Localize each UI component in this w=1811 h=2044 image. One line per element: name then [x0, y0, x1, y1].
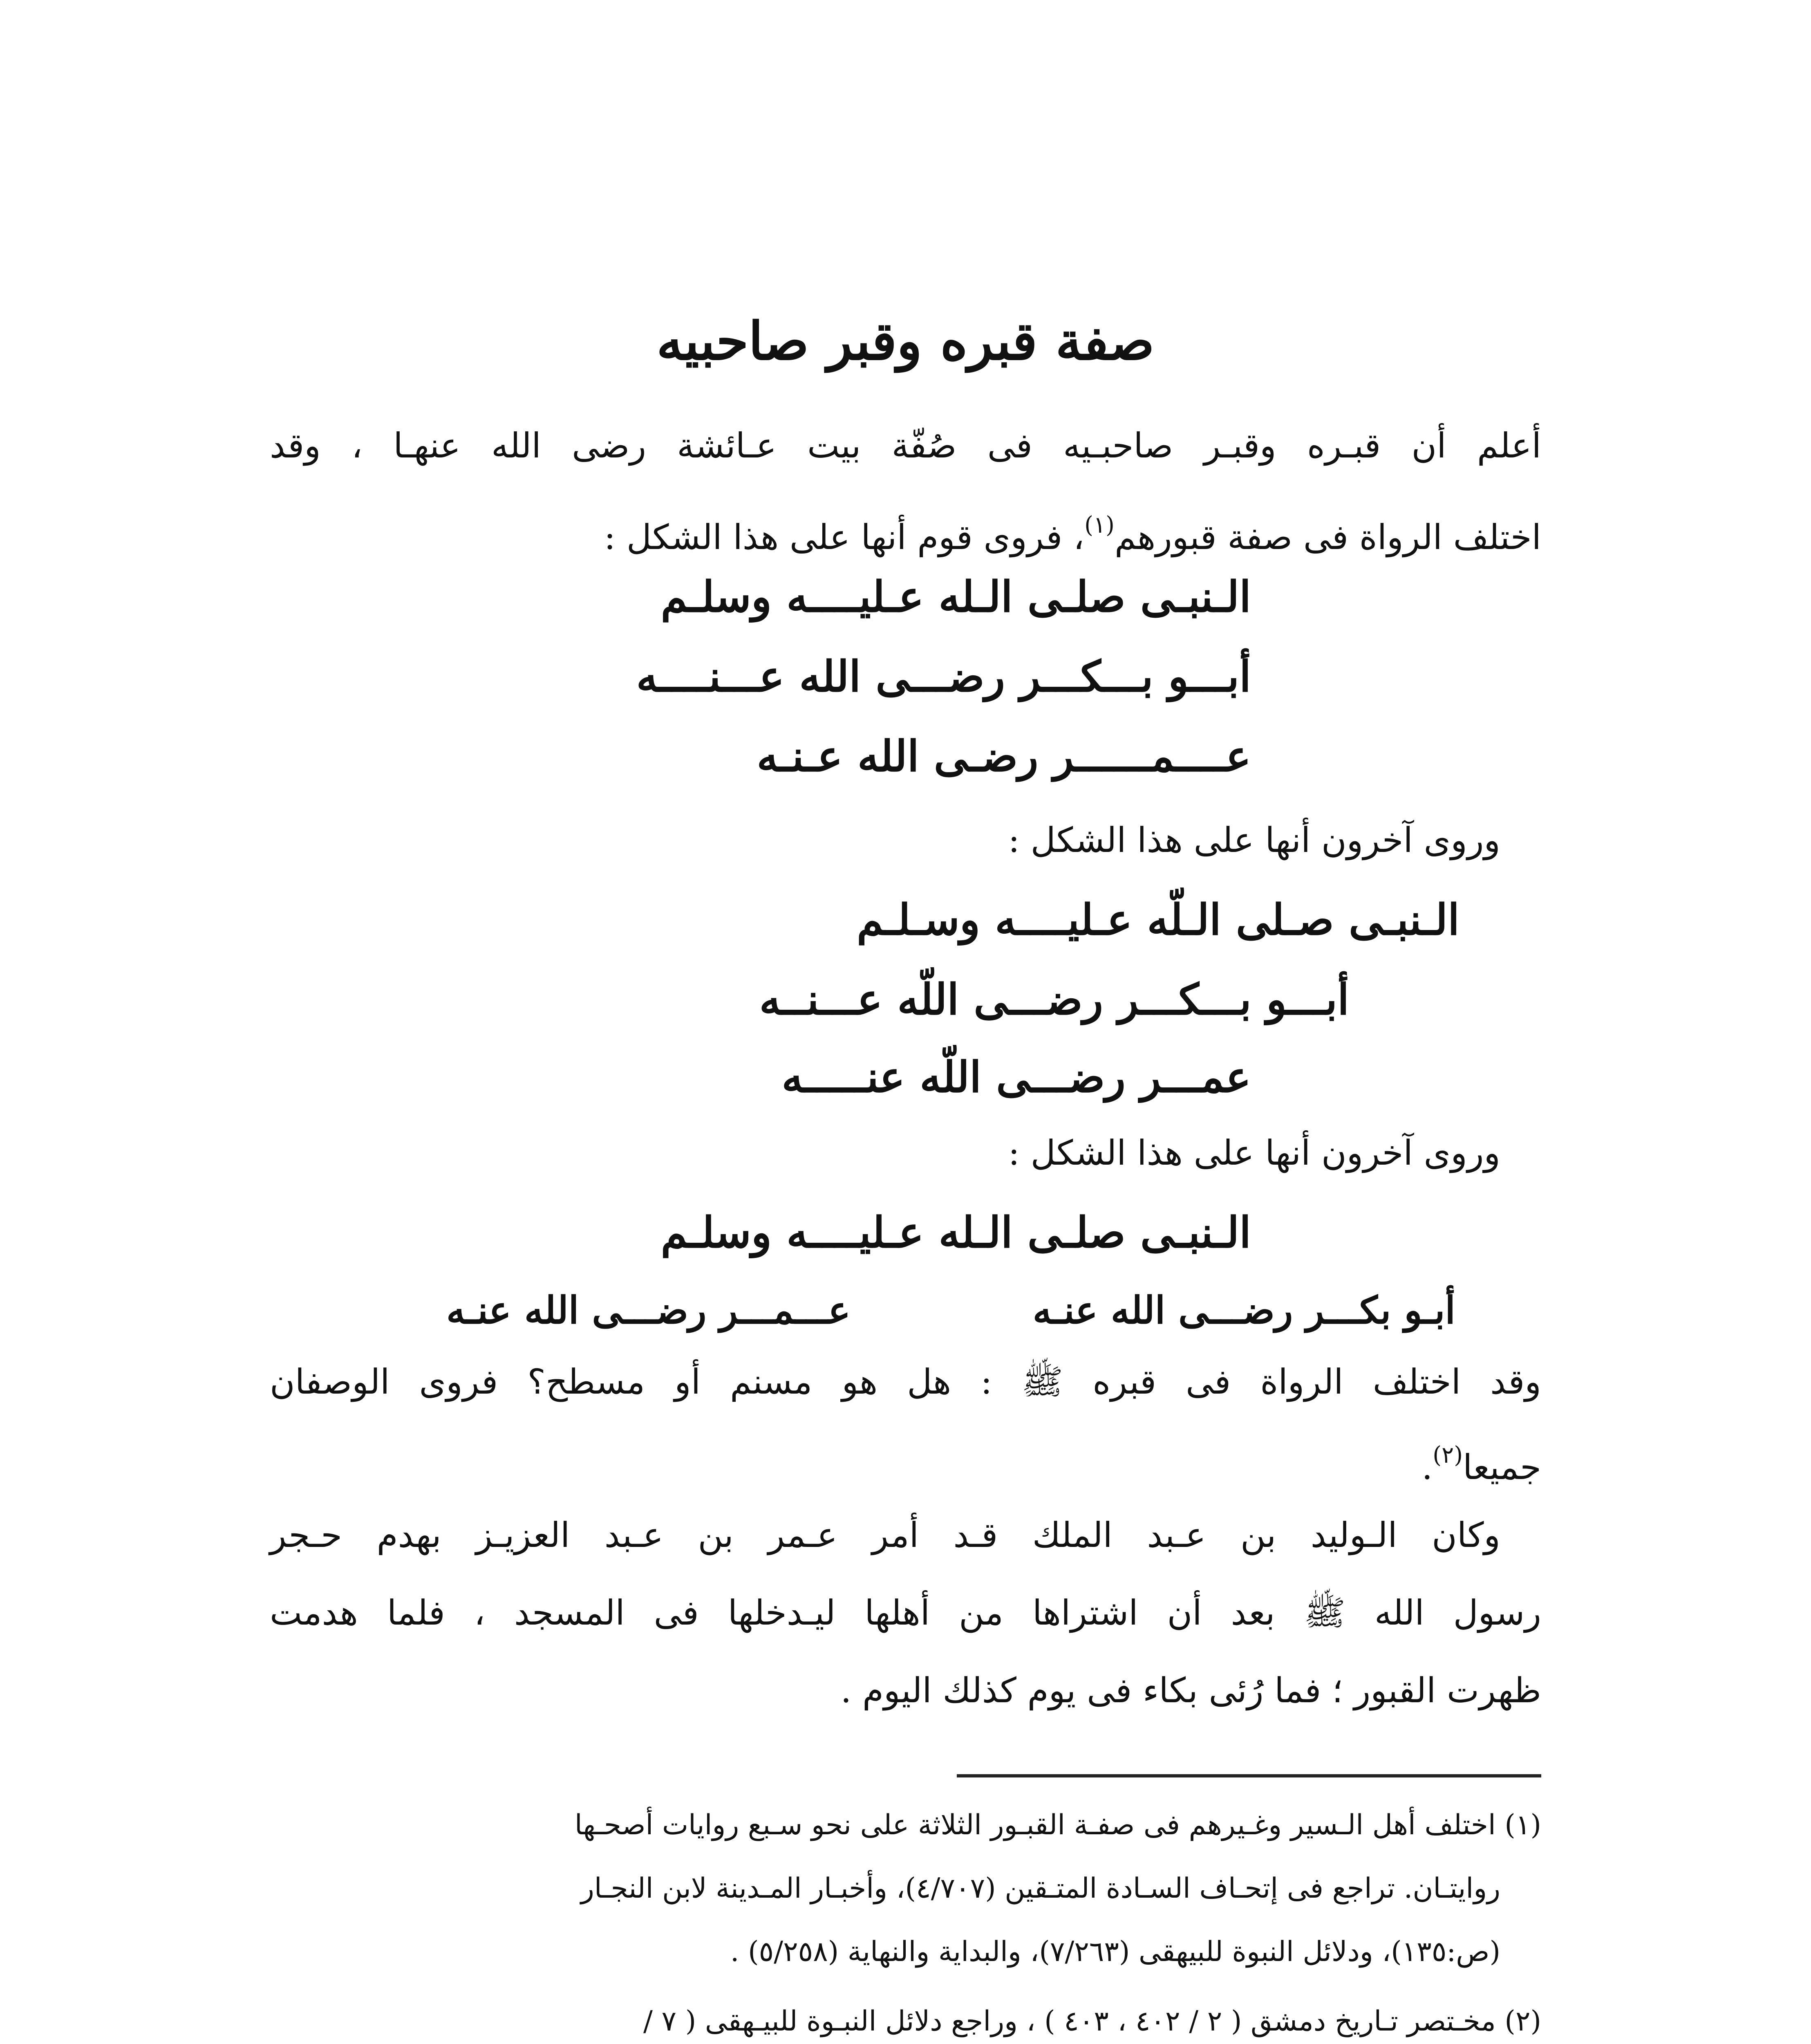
layout2-row-abubakr: أبـــو بـــكـــر رضـــى اللّه عـــنــه — [759, 974, 1349, 1024]
walid-paragraph-line-2: رسول الله ﷺ بعد أن اشتراها من أهلها ليـدخلها فى المسجد ، فلما هدمت — [270, 1593, 1541, 1633]
layout3-umar: عـــمـــر رضـــى الله عنـه — [446, 1288, 851, 1332]
footnote-1-line-3: (ص:١٣٥)، ودلائل النبوة للبيهقى (٧/٢٦٣)، والبداية والنهاية (٥/٢٥٨) . — [730, 1936, 1500, 1968]
layout2-row-umar: عمـــر رضـــى اللّه عنـــــه — [781, 1052, 1251, 1102]
footnote-divider — [957, 1774, 1541, 1777]
intro-2: وروى آخرون أنها على هذا الشكل : — [1008, 820, 1500, 860]
shape-paragraph-line-1: وقد اختلف الرواة فى قبره ﷺ : هل هو مسنم أو مسطح؟ فروى الوصفان — [270, 1362, 1541, 1402]
intro-line-1: أعلم أن قبـره وقبـر صاحبـيه فى صُفّة بيت عـائشة رضى الله عنهـا ، وقد — [270, 426, 1541, 466]
footnote-1-line-2: روايتـان. تراجع فى إتحـاف السـادة المتـقين (٤/٧٠٧)، وأخبـار المـدينة لابن النجـار — [580, 1872, 1500, 1905]
walid-paragraph-line-1: وكان الـوليد بن عـبد الملك قـد أمر عـمر بن عـبد العزيـز بهدم حـجر — [270, 1515, 1500, 1555]
walid-paragraph-line-3: ظهرت القبور ؛ فما رُئى بكاء فى يوم كذلك اليوم . — [840, 1670, 1541, 1710]
page-title: صفة قبره وقبر صاحبيه — [656, 311, 1155, 372]
intro-line-2-text: اختلف الرواة فى صفة قبورهم — [1114, 517, 1541, 557]
shape-paragraph-line-2 — [270, 1431, 1541, 1492]
layout3-abubakr: أبـو بكـــر رضـــى الله عنـه — [1032, 1288, 1455, 1332]
intro-line-2-rest: ، فروى قوم أنها على هذا الشكل : — [604, 517, 1085, 557]
layout3-row-prophet: الـنبـى صلـى الـله عـليــــه وسلـم — [660, 1207, 1251, 1257]
intro-line-2 — [270, 501, 1541, 562]
layout1-row-prophet: الـنبـى صلـى الـله عـليــــه وسلـم — [660, 572, 1251, 622]
intro-3: وروى آخرون أنها على هذا الشكل : — [1008, 1133, 1500, 1173]
footnote-2-line-1: (٢) مخـتصر تـاريخ دمشق ( ٢ / ٤٠٢ ، ٤٠٣ ) ، وراجع دلائل النبـوة للبيـهقى ( ٧ / — [643, 2005, 1541, 2037]
footnote-1-line-1: (١) اختلف أهل الـسير وغـيرهم فى صفـة القبـور الثلاثة على نحو سـبع روايات أصحـها — [574, 1809, 1541, 1841]
footnote-ref-1: (١) — [1084, 512, 1115, 538]
layout1-row-abubakr: أبـــو بـــكـــر رضـــى الله عـــنــــه — [636, 651, 1251, 702]
footnote-ref-2: (٢) — [1433, 1442, 1463, 1468]
layout1-row-umar: عــــمــــــر رضـى الله عـنـه — [757, 731, 1251, 781]
shape-paragraph-word: جميعا — [1463, 1447, 1541, 1487]
shape-paragraph-end: . — [1421, 1447, 1433, 1487]
layout2-row-prophet: الـنبـى صـلى الـلّه عـليــــه وسـلـم — [857, 894, 1460, 945]
